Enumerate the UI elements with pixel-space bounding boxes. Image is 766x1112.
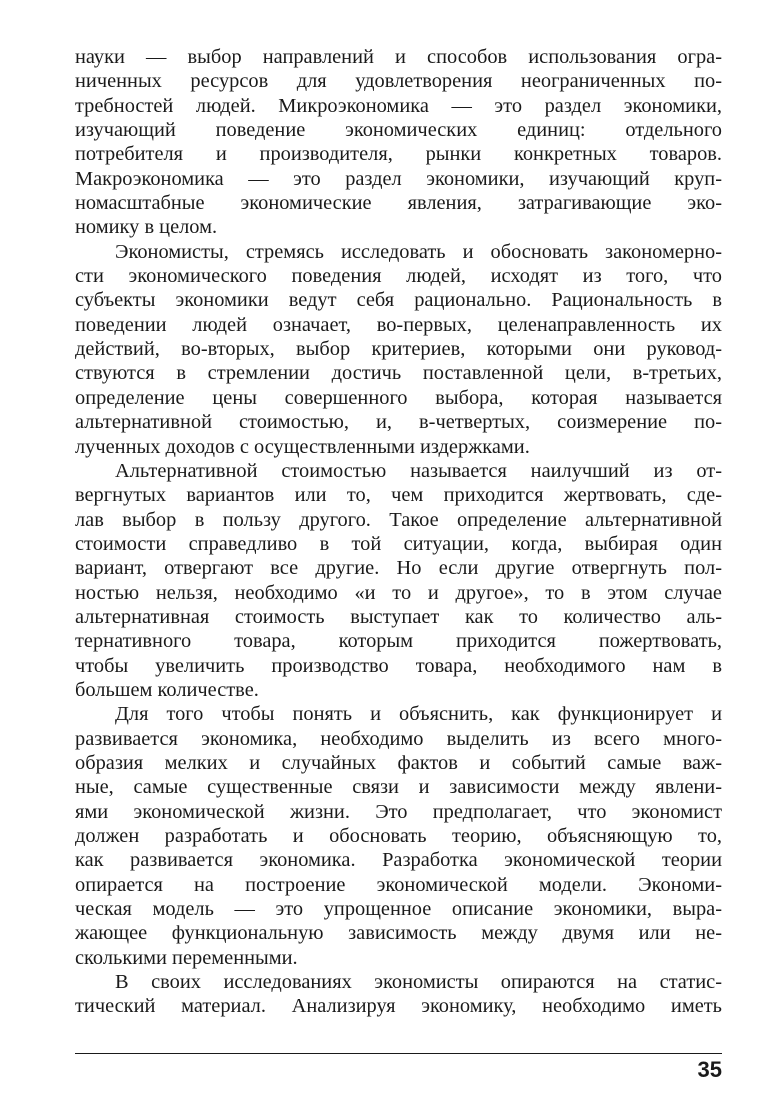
text-line: В своих исследованиях экономисты опираются на статис- [115, 971, 722, 994]
text-line: изучающий поведение экономических единиц: отдельного [75, 119, 722, 142]
text-line: вергнутых вариантов или то, чем приходится жертвовать, сде- [75, 484, 722, 507]
text-line: ями экономической жизни. Это предполагает, что экономист [75, 800, 722, 823]
text-line: опирается на построение экономической модели. Экономи- [75, 873, 722, 896]
paragraph-1 [75, 45, 722, 240]
paragraph-5 [75, 970, 722, 1019]
page-number: 35 [697, 1057, 722, 1082]
text-line: альтернативной стоимостью, и, в-четвертых, соизмерение по- [75, 411, 722, 434]
text-line: Альтернативной стоимостью называется наилучший из от- [115, 459, 722, 482]
paragraph-3 [75, 459, 722, 702]
text-line: образия мелких и случайных фактов и событий самые важ- [75, 751, 722, 774]
text-line: лученных доходов с осуществленными издержками. [75, 435, 530, 458]
text-line: альтернативная стоимость выступает как то количество аль- [75, 605, 722, 628]
text-line: большем количестве. [75, 678, 259, 701]
text-line: как развивается экономика. Разработка экономической теории [75, 849, 722, 872]
text-line: должен разработать и обосновать теорию, объясняющую то, [75, 825, 722, 847]
text-line: ниченных ресурсов для удовлетворения неограниченных по- [75, 70, 722, 93]
text-line: Для того чтобы понять и объяснить, как функционирует и [115, 703, 722, 726]
text-line: развивается экономика, необходимо выделить из всего много- [75, 727, 722, 750]
text-line: ные, самые существенные связи и зависимости между явлени- [75, 776, 722, 799]
text-line: номику в целом. [75, 216, 218, 239]
text-line: стоимости справедливо в той ситуации, когда, выбирая один [75, 532, 722, 555]
text-line: действий, во-вторых, выбор критериев, которыми они руковод- [75, 338, 722, 361]
text-line: определение цены совершенного выбора, которая называется [75, 386, 722, 409]
body-text [75, 45, 722, 1019]
text-line: сколькими переменными. [75, 946, 298, 969]
text-line: сти экономического поведения людей, исходят из того, что [75, 265, 722, 288]
text-line: субъекты экономики ведут себя рационально. Рациональность в [75, 289, 722, 312]
paragraph-4 [75, 702, 722, 970]
footer-rule [75, 1053, 722, 1054]
text-line: Макроэкономика — это раздел экономики, изучающий круп- [75, 167, 722, 190]
text-line: требностей людей. Микроэкономика — это раздел экономики, [75, 94, 722, 117]
text-line: номасштабные экономические явления, затрагивающие эко- [75, 192, 722, 215]
text-line: науки — выбор направлений и способов использования огра- [75, 46, 722, 68]
text-line: тернативного товара, которым приходится пожертвовать, [75, 630, 722, 653]
text-line: ствуются в стремлении достичь поставленной цели, в-третьих, [75, 362, 722, 385]
text-line: тический материал. Анализируя экономику, необходимо иметь [75, 995, 722, 1018]
paragraph-2 [75, 240, 722, 459]
text-line: ческая модель — это упрощенное описание экономики, выра- [75, 898, 722, 921]
text-line: ностью нельзя, необходимо «и то и другое», то в этом случае [75, 581, 722, 604]
text-line: Экономисты, стремясь исследовать и обосновать закономерно- [115, 240, 722, 263]
text-line: жающее функциональную зависимость между двумя или не- [75, 922, 722, 945]
text-line: лав выбор в пользу другого. Такое определение альтернативной [75, 508, 722, 531]
text-line: потребителя и производителя, рынки конкретных товаров. [75, 143, 722, 166]
text-line: поведении людей означает, во-первых, целенаправленность их [75, 313, 722, 336]
text-line: чтобы увеличить производство товара, необходимого нам в [75, 654, 722, 677]
text-line: вариант, отвергают все другие. Но если другие отвергнуть пол- [75, 557, 722, 580]
